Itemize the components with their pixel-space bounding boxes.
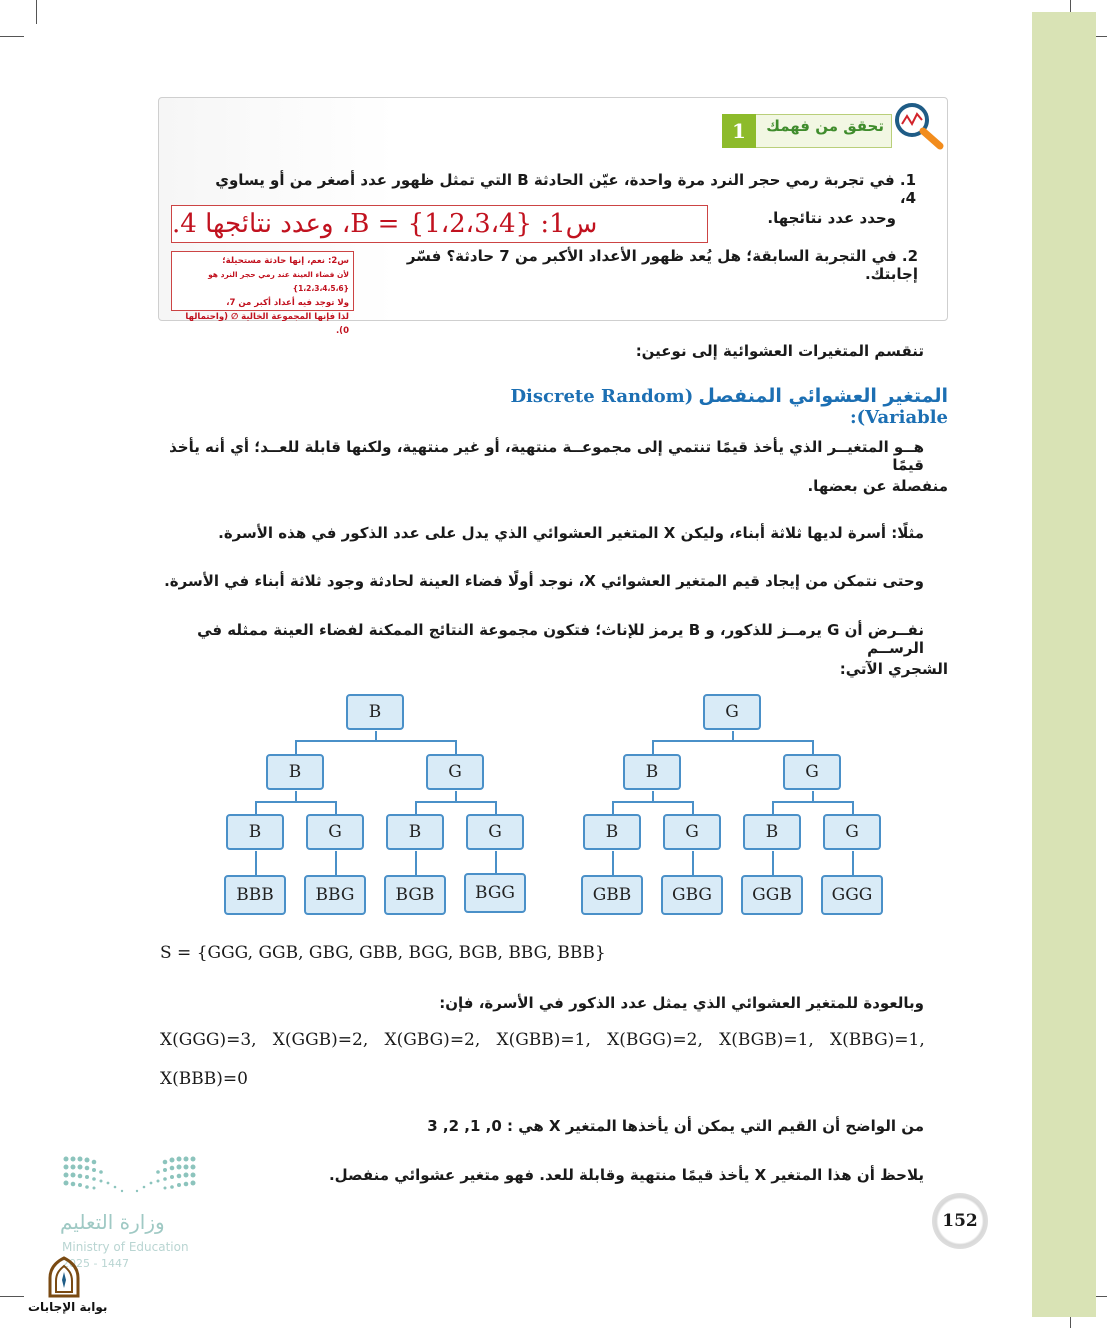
conclusion-line: يلاحظ أن هذا المتغير X يأخذ قيمًا منتهية وقابلة للعد. فهو متغير عشوائي منفصل. (328, 1166, 924, 1184)
tree-leaf: GGB (741, 875, 803, 915)
section-heading-en: (Discrete Random Variable): (510, 386, 948, 428)
check-number-badge: 1 (722, 114, 756, 148)
answer-2-note (171, 251, 354, 336)
definition-line-2: منفصلة عن بعضها. (807, 477, 948, 495)
tree-leaf: BBG (304, 875, 366, 915)
tree-node: G (466, 814, 524, 850)
x-values-line-2: X(BBB)=0 (160, 1069, 248, 1089)
answer-2-line: لذا فإنها المجموعة الخالية ∅ (واحتمالها 0). (185, 312, 349, 336)
crop-mark (36, 0, 37, 24)
tree-node: B (743, 814, 801, 850)
answer-1-text: س1: B = {1،2،3،4}، وعدد نتائجها 4. (172, 209, 598, 239)
tree-node: G (306, 814, 364, 850)
x-values-line-1: X(GGG)=3, X(GGB)=2, X(GBG)=2, X(GBB)=1, X(BGG)=2, X(BGB)=1, X(BBG)=1, (160, 1030, 925, 1050)
tree-leaf: BGB (384, 875, 446, 915)
side-band (1032, 12, 1096, 1317)
tree-node: B (386, 814, 444, 850)
crop-mark (0, 1296, 24, 1297)
portal-name: بوابة الإجابات (28, 1300, 108, 1314)
tree-node: B (346, 694, 404, 730)
tree-leaf: GBG (661, 875, 723, 915)
check-title: تحقق من فهمك (766, 117, 884, 135)
answer-2-line: لأن فضاء العينة عند رمي حجر النرد هو {1،2،3،4،5،6} (208, 270, 349, 293)
moe-name-en: Ministry of Education (62, 1240, 189, 1254)
returning-line: وبالعودة للمتغير العشوائي الذي يمثل عدد الذكور في الأسرة، فإن: (439, 994, 924, 1012)
sample-space: S = {GGG, GGB, GBG, GBB, BGG, BGB, BBG, BBB} (160, 943, 606, 963)
page-number-badge (932, 1193, 988, 1249)
assume-line-1: نفــرض أن G يرمــز للذكور، و B يرمز للإناث؛ فتكون مجموعة النتائج الممكنة لفضاء العينة ممثله في الرســم (197, 621, 924, 657)
moe-year: 2025 - 1447 (62, 1257, 129, 1270)
tree-node: B (623, 754, 681, 790)
tree-leaf: BGG (464, 873, 526, 913)
assume-line-2: الشجري الآتي: (839, 660, 948, 678)
tree-leaf: GBB (581, 875, 643, 915)
example-line-2: وحتى نتمكن من إيجاد قيم المتغير العشوائي X، نوجد أولًا فضاء العينة لحادثة وجود ثلاثة أبناء في الأسرة. (164, 572, 924, 590)
section-heading-ar: المتغير العشوائي المنفصل (698, 385, 948, 407)
portal-logo-icon (44, 1256, 84, 1300)
page-number: 152 (942, 1211, 978, 1231)
moe-name-ar: وزارة التعليم (60, 1210, 165, 1234)
clear-line: من الواضح أن القيم التي يمكن أن يأخذها المتغير X هي : 0, 1, 2, 3 (427, 1117, 924, 1135)
tree-node: G (663, 814, 721, 850)
question-1-line-1: 1. في تجربة رمي حجر النرد مرة واحدة، عيّن الحادثة B التي تمثل ظهور عدد أصغر من أو يساوي 4، (215, 171, 916, 207)
section-heading (440, 385, 948, 428)
magnifier-icon (890, 100, 946, 152)
tree-node: G (783, 754, 841, 790)
moe-logo-icon (62, 1154, 198, 1196)
tree-node: B (266, 754, 324, 790)
answer-2-line: س2: نعم، إنها حادثة مستحيلة؛ (222, 256, 349, 266)
crop-mark (0, 36, 24, 37)
intro-text: تنقسم المتغيرات العشوائية إلى نوعين: (635, 342, 924, 360)
tree-leaf: GGG (821, 875, 883, 915)
definition-line-1: هــو المتغيــر الذي يأخذ قيمًا تنتمي إلى مجموعــة منتهية، أو غير منتهية، ولكنها قابلة للعــد؛ أي أنه يأخذ قيمًا (169, 438, 924, 474)
tree-node: B (226, 814, 284, 850)
question-1-line-2: وحدد عدد نتائجها. (767, 209, 896, 227)
example-line: مثلًا: أسرة لديها ثلاثة أبناء، وليكن X المتغير العشوائي الذي يدل على عدد الذكور في هذه الأسرة. (218, 524, 924, 542)
answer-2-line: ولا توجد فيه أعداد أكبر من 7، (226, 298, 349, 308)
tree-node: B (583, 814, 641, 850)
tree-node: G (426, 754, 484, 790)
question-2: 2. في التجربة السابقة؛ هل يُعد ظهور الأعداد الأكبر من 7 حادثة؟ فسّر إجابتك. (406, 247, 918, 283)
tree-node: G (703, 694, 761, 730)
tree-leaf: BBB (224, 875, 286, 915)
answer-1-box (171, 205, 708, 243)
tree-node: G (823, 814, 881, 850)
